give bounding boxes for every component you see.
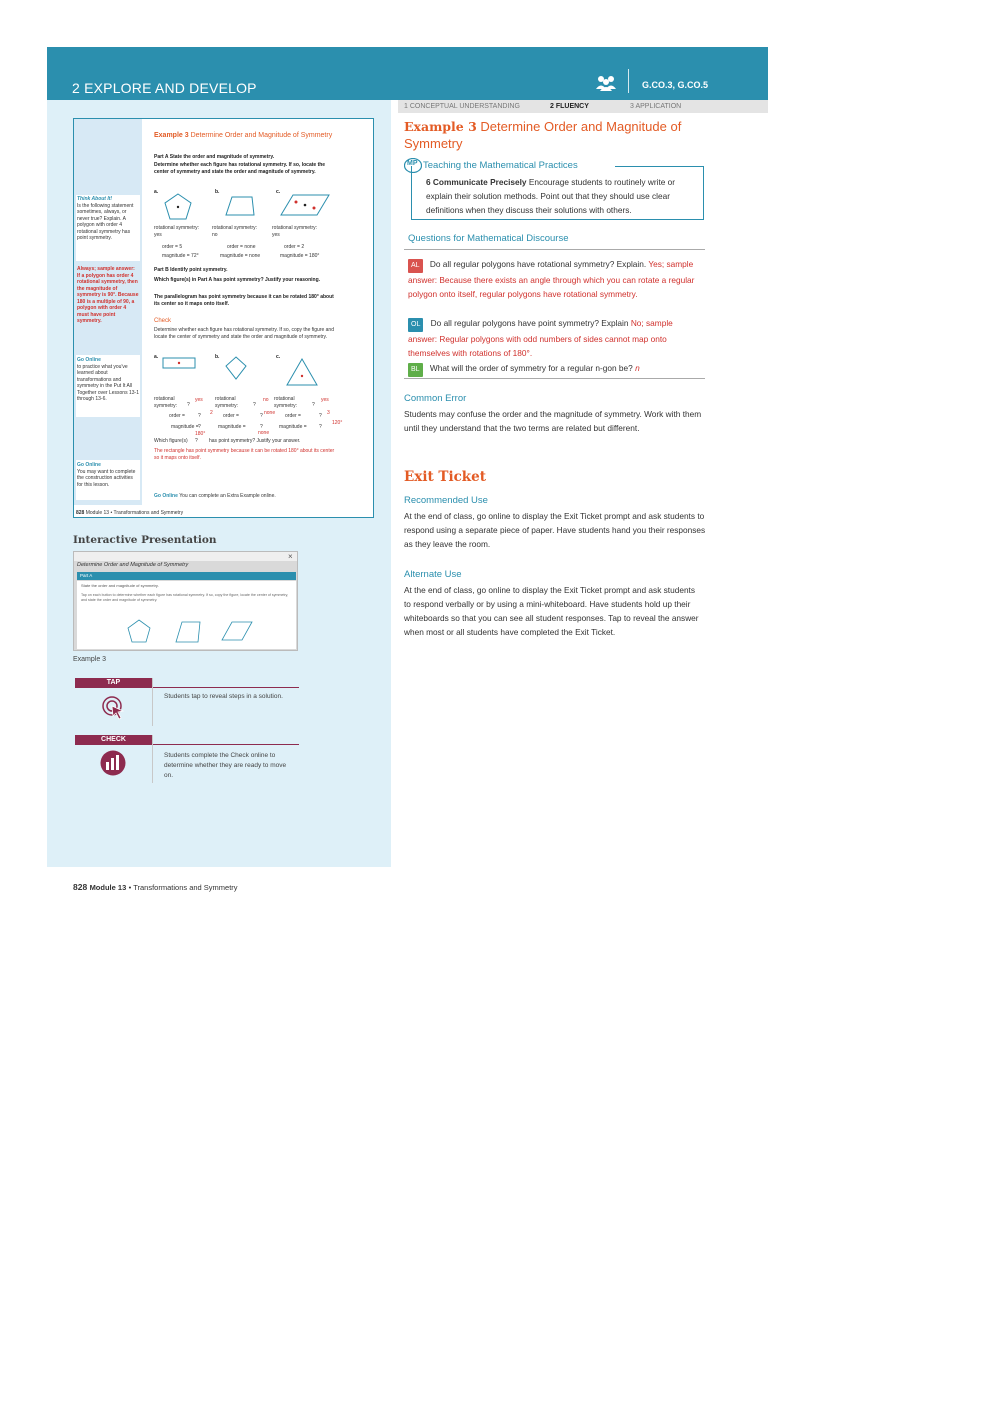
bl-badge: BL — [408, 363, 423, 377]
question-ol: OL Do all regular polygons have point symmetry? Explain No; sample answer: Regular polygons with odd numbers of sides cannot map onto themselves with rotations of 180°. — [408, 318, 673, 358]
mini-partB-title: Part B Identify point symmetry. — [154, 267, 228, 273]
answer-c-rot: rotational symmetry: yes — [272, 225, 318, 238]
mini-partA-instructions: Determine whether each figure has rotational symmetry. If so, locate the center of symmetry and state the order and magnitude of symmetry. — [154, 162, 326, 175]
go-online-note-2: Go Online You may want to complete the construction activities for this lesson. — [77, 462, 136, 488]
recommended-use-text: At the end of class, go online to display the Exit Ticket prompt and ask students to respond using a separate piece of paper. Have students hand you their responses as they leave the room. — [404, 511, 706, 549]
interactive-presentation-heading: Interactive Presentation — [73, 534, 217, 546]
example-label: Example 3 — [404, 119, 477, 134]
footer-title: Transformations and Symmetry — [133, 883, 238, 892]
answer-a-rot: rotational symmetry: yes — [154, 225, 200, 238]
think-about-it — [77, 196, 139, 242]
alternate-use-heading: Alternate Use — [404, 569, 462, 580]
interactive-caption: Example 3 — [73, 656, 107, 663]
alternate-use-text: At the end of class, go online to display the Exit Ticket prompt and ask students to respond verbally or by using a mini-whiteboard. Have students hold up their whiteboards so that you can see all student responses. Tap to reveal the answer when most or all students have completed the Exit Ticket. — [404, 585, 699, 637]
mini-partB-answer: The parallelogram has point symmetry because it can be rotated 180° about its center so it maps onto itself. — [154, 294, 334, 307]
tab-conceptual: 1 CONCEPTUAL UNDERSTANDING — [404, 103, 520, 110]
rectangle-figure — [162, 356, 196, 370]
qmd-heading: Questions for Mathematical Discourse — [408, 233, 569, 244]
common-error-heading: Common Error — [404, 393, 467, 404]
think-title: Think About It! — [77, 196, 113, 202]
ol-badge: OL — [408, 318, 423, 332]
think-answer: Always; sample answer: If a polygon has order 4 rotational symmetry, then the magnitude of symmetry is 90°. Because 180 is a multiple of 90, a polygon with order 4 must have point symmetry. — [77, 266, 139, 324]
tap-icon — [101, 695, 127, 721]
go-online-note-1: Go Online to practice what you've learned about transformations and symmetry in the Put It All Together over Lessons 13-1 through 13-6. — [77, 357, 139, 402]
example-title: Determine Order and Magnitude of Symmetry — [404, 119, 682, 151]
mini-check-label: Check — [154, 318, 172, 324]
recommended-use-heading: Recommended Use — [404, 495, 488, 506]
check-point-answer: The rectangle has point symmetry because it can be rotated 180° about its center so it maps onto itself. — [154, 448, 335, 461]
check-label: CHECK — [75, 735, 152, 745]
common-error-text: Students may confuse the order and the magnitude of symmetry. Work with them until they understand that the two terms are related but different. — [404, 409, 702, 433]
question-bl: BL What will the order of symmetry for a regular n-gon be? n — [408, 361, 704, 377]
mini-go-online-footer: Go Online You can complete an Extra Example online. — [154, 493, 276, 499]
check-description: Students complete the Check online to determine whether they are ready to move on. — [164, 752, 287, 779]
mini-partB-question: Which figure(s) in Part A has point symmetry? Justify your reasoning. — [154, 277, 321, 283]
parallelogram-figure — [279, 193, 331, 217]
screenshot-title: Determine Order and Magnitude of Symmetry — [77, 562, 189, 568]
mini-sidebar — [74, 119, 142, 505]
answer-b-rot: rotational symmetry: no — [212, 225, 258, 238]
mini-example-heading: Example 3 Determine Order and Magnitude of Symmetry — [154, 132, 333, 139]
think-text: Is the following statement sometimes, always, or never true? Explain. A polygon with order 4 rotational symmetry has point symmetry. — [77, 202, 134, 241]
interactive-screenshot[interactable]: × Determine Order and Magnitude of Symmetry Part A State the order and magnitude of symmetry. Tap on each button to determine whether each figure has rotational symmetry. If so, copy the figure, locate the center of symmetry, and state the order and magnitude of symmetry. — [73, 551, 298, 651]
tmp-heading: Teaching the Mathematical Practices — [423, 160, 578, 171]
tab-application: 3 APPLICATION — [630, 103, 682, 110]
header-divider — [628, 69, 629, 93]
pentagon-figure — [162, 191, 194, 223]
mini-footer: 828 Module 13 • Transformations and Symmetry — [76, 510, 184, 516]
mini-check-instructions: Determine whether each figure has rotational symmetry. If so, copy the figure and locate the center of symmetry and state the order and magnitude of symmetry. — [154, 327, 334, 340]
footer-module: Module 13 — [89, 883, 127, 892]
close-icon[interactable]: × — [288, 552, 293, 561]
mini-partA-title: Part A State the order and magnitude of symmetry. — [154, 154, 275, 160]
section-title: 2 EXPLORE AND DEVELOP — [72, 80, 257, 96]
depth-tabs — [398, 100, 768, 113]
page-number: 828 — [73, 882, 88, 892]
al-badge: AL — [408, 259, 423, 273]
trapezoid-figure — [224, 195, 256, 217]
student-page-thumbnail: Think About It! Is the following statement sometimes, always, or never true? Explain. A polygon with order 4 rotational symmetry has point symmetry. Always; sample answer: If a polygon has order 4 rotational symmetry, then the magnitude of symmetry is 90°. Because 180 is a multiple of 90, a polygon with order 4 must have point symmetry. Go Online to practice what you've learned about transformations and symmetry in the Put It All Together over Lessons 13-1 through 13-6. Go Online You may want to complete the construction activities for this lesson. Example 3 Determine Order and Magnitude of Symmetry Part A State the order and magnitude of symmetry. Determine whether each figure has rotational symmetry. If so, locate the center of symmetry and state the order and magnitude of symmetry. a. b. c. rotational symmetry: yes rotational symmetry: no rotational symmetry: yes order = 5 order = none order = 2 magnitude = 72° magnitude = none magnitude = 180° Part B Identify point symmetry. Which figure(s) in Part A has point symmetry? Justify your reasoning. The parallelogram has point symmetry because it can be rotated 180° about its center so it maps onto itself. Check Determine whether each figure has rotational symmetry. If so, copy the figure and locate the center of symmetry and state the order and magnitude of symmetry. a. b. c. rotational symmetry: yes ? rotational symmetry: no ? rotational symmetry: yes ? order = ? 2 order = ? none order = ? 3 magnitude = ? 180° magnitude = ? none magnitude = ? 120° Which figure(s) ? has point symmetry? Justify your answer. The rectangle has point symmetry because it can be rotated 180° about its center so it maps onto itself. Go Online You can complete an Extra Example online. 828 Module 13 • Transformations and Symmetry — [73, 118, 374, 518]
tap-label: TAP — [75, 678, 152, 688]
standards-label: G.CO.3, G.CO.5 — [642, 80, 709, 90]
tmp-text: 6 Communicate Precisely Encourage students to routinely write or explain their solution methods. Point out that they should use clear definitions when they discuss their solutions with others. — [426, 177, 676, 215]
section-header — [47, 47, 768, 100]
example-heading — [404, 118, 714, 152]
mp-icon: MP — [404, 158, 422, 173]
question-al: AL Do all regular polygons have rotational symmetry? Explain. Yes; sample answer: Because there exists an angle through which you can rotate a regular polygon onto itself, regular polygons have rotational symmetry. — [408, 259, 695, 299]
kite-figure — [224, 355, 248, 381]
triangle-figure — [285, 357, 319, 387]
group-icon — [595, 75, 617, 91]
page-footer: 828 Module 13 • Transformations and Symmetry — [73, 882, 238, 892]
bar-chart-icon — [100, 750, 126, 776]
tab-fluency: 2 FLUENCY — [550, 103, 589, 110]
tap-description: Students tap to reveal steps in a solution. — [164, 693, 283, 700]
exit-ticket-heading: Exit Ticket — [404, 469, 486, 485]
screenshot-figures — [124, 618, 254, 644]
